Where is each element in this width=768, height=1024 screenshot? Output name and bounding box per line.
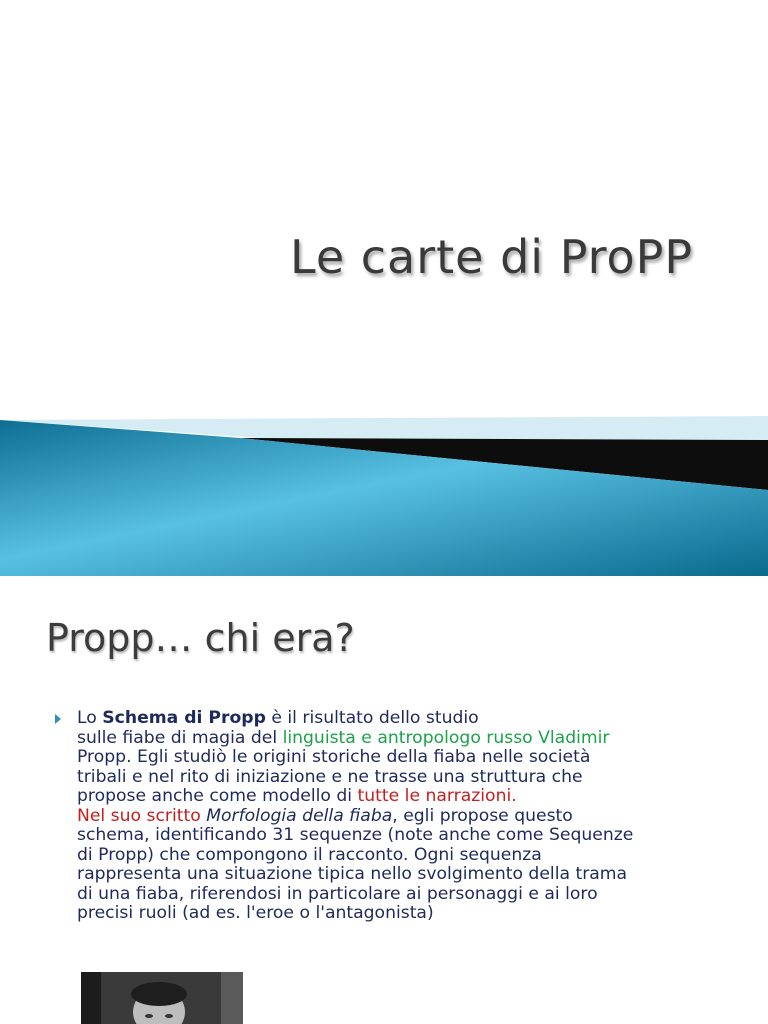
paragraph-line: schema, identificando 31 sequenze (note anche come Sequenze [77, 825, 634, 845]
slide-title-heading: Le carte di ProPP [290, 230, 694, 284]
paragraph-line: di Propp) che compongono il racconto. Ogni sequenza [77, 844, 542, 865]
paragraph-line: Propp. Egli studiò le origini storiche della fiaba nelle società [77, 747, 591, 767]
highlight-schema-di-propp: Schema di Propp [102, 708, 266, 728]
paragraph-line: precisi ruoli (ad es. l'eroe o l'antagonista) [77, 903, 434, 923]
paragraph-line: propose anche come modello di tutte le narrazioni. [77, 786, 517, 806]
portrait-silhouette [81, 972, 243, 1024]
triangle-bullet-icon [55, 714, 61, 724]
bullet-paragraph [77, 709, 727, 924]
paragraph-line: di una fiaba, riferendosi in particolare ai personaggi e ai loro [77, 883, 598, 904]
slide-heading: Propp… chi era? [46, 616, 355, 660]
slide-content [0, 576, 768, 1024]
highlight-tutte-le-narrazioni: tutte le narrazioni. [357, 786, 517, 806]
paragraph-line: sulle fiabe di magia del linguista e antropologo russo Vladimir [77, 727, 610, 748]
paragraph-line: tribali e nel rito di iniziazione e ne trasse una struttura che [77, 766, 583, 787]
paragraph-line: rappresenta una situazione tipica nello svolgimento della trama [77, 864, 628, 884]
paragraph-line: Nel suo scritto Morfologia della fiaba, egli propose questo [77, 805, 573, 826]
book-title-morfologia: Morfologia della fiaba [206, 805, 393, 826]
propp-portrait-photo [81, 972, 243, 1024]
paragraph-line: Lo Schema di Propp è il risultato dello studio [77, 708, 479, 728]
decorative-swoosh-band [0, 400, 768, 576]
highlight-linguista: linguista e antropologo russo Vladimir [282, 727, 610, 748]
